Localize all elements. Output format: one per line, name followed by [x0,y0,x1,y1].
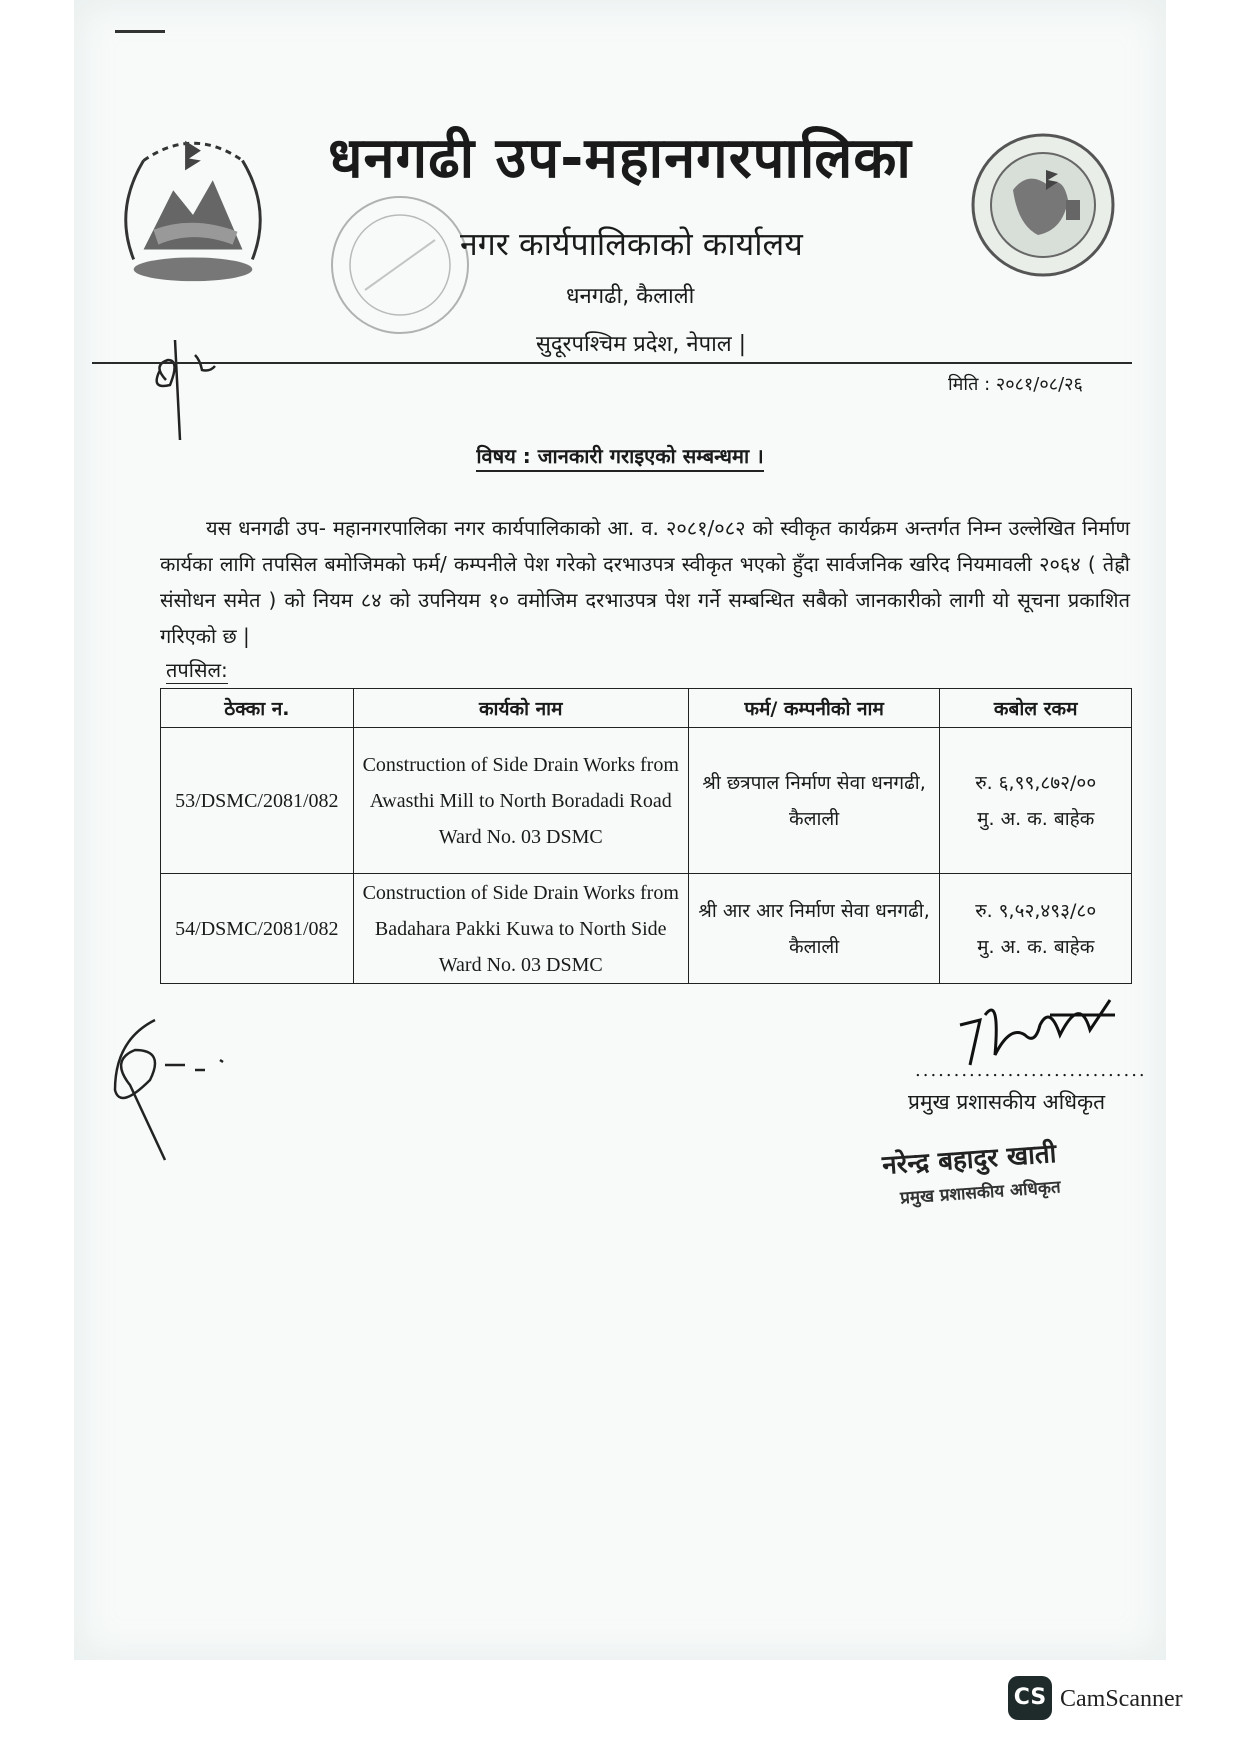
amount-value: रु. ६,९९,८७२/०० [975,771,1097,794]
office-province: सुदूरपश्चिम प्रदेश, नेपाल | [536,332,747,357]
amount-value: रु. ९,५२,४९३/८० [975,899,1097,922]
amount-cell [940,728,1132,874]
camscanner-logo-icon: CS [1008,1676,1052,1720]
pen-mark [115,30,165,33]
table-header-row [161,689,1132,728]
amount-cell [940,874,1132,984]
municipality-title: धनगढी उप-महानगरपालिका [328,126,912,191]
col-firm-name: फर्म/ कम्पनीको नाम [688,689,940,728]
subject-text: विषय : जानकारी गराइएको सम्बन्धमा । [476,444,763,472]
signatory-designation: प्रमुख प्रशासकीय अधिकृत [908,1090,1106,1114]
contract-table [160,688,1132,984]
amount-note: मु. अ. क. बाहेक [977,935,1095,958]
col-work-name: कार्यको नाम [353,689,688,728]
contract-no-cell: 53/DSMC/2081/082 [161,728,354,874]
col-bid-amount: कबोल रकम [940,689,1132,728]
header-divider [92,362,1132,364]
contract-no-cell: 54/DSMC/2081/082 [161,874,354,984]
stamp-officer-name: नरेन्द्र बहादुर खाती [881,1138,1058,1182]
office-name: नगर कार्यपालिकाको कार्यालय [460,225,803,263]
firm-cell: श्री छत्रपाल निर्माण सेवा धनगढी, कैलाली [688,728,940,874]
camscanner-watermark: CamScanner [1060,1686,1183,1712]
office-city: धनगढी, कैलाली [566,284,695,309]
amount-note: मु. अ. क. बाहेक [977,807,1095,830]
schedule-label: तपसिल: [166,658,228,682]
work-name-cell: Construction of Side Drain Works from Badahara Pakki Kuwa to North Side Ward No. 03 DSMC [353,874,688,984]
table-row [161,728,1132,874]
col-contract-no: ठेक्का न. [161,689,354,728]
faded-stamp-icon [325,190,475,340]
document-date: मिति : २०८१/०८/२६ [948,374,1083,395]
left-signature [95,1010,255,1170]
firm-cell: श्री आर आर निर्माण सेवा धनगढी, कैलाली [688,874,940,984]
signature-dots: .............................. [915,1060,1147,1081]
stamp-officer-designation: प्रमुख प्रशासकीय अधिकृत [899,1177,1062,1209]
table-row [161,874,1132,984]
subject-line [0,442,1240,469]
initial-signature [140,330,230,450]
notice-body: यस धनगढी उप- महानगरपालिका नगर कार्यपालिकाको आ. व. २०८१/०८२ को स्वीकृत कार्यक्रम अन्तर्गत निम्न उल्लेखित निर्माण कार्यका लागि तपसिल बमोजिमको फर्म/ कम्पनीले पेश गरेको दरभाउपत्र स्वीकृत भएको हुँदा सार्वजनिक खरिद नियमावली २०६४ ( तेह्रौ संसोधन समेत ) को नियम ८४ को उपनियम १० वमोजिम दरभाउपत्र पेश गर्ने सम्बन्धित सबैको जानकारीको लागी यो सूचना प्रकाशित गरिएको छ | [160,516,1130,648]
work-name-cell: Construction of Side Drain Works from Awasthi Mill to North Boradadi Road Ward No. 03 DSMC [353,728,688,874]
